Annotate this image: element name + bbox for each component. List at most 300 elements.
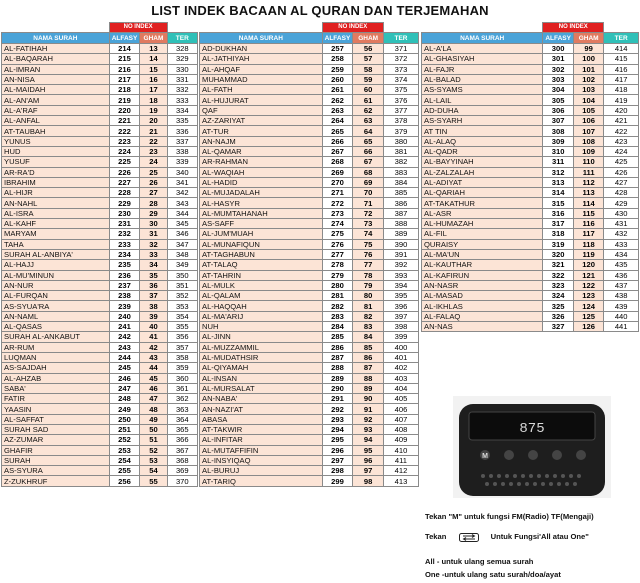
cell-gham: 123 — [573, 291, 603, 301]
table-row — [200, 270, 419, 280]
table-row — [2, 352, 198, 362]
table-row — [2, 44, 198, 54]
cell-gham: 119 — [573, 249, 603, 259]
table-row — [422, 260, 639, 270]
cell-name: AL-AHQAF — [200, 64, 323, 74]
surah-table-2 — [199, 22, 419, 487]
cell-ter: 440 — [604, 311, 639, 321]
cell-name: AL-HUMAZAH — [422, 219, 543, 229]
cell-ter: 329 — [167, 54, 197, 64]
table-row — [2, 445, 198, 455]
cell-gham: 44 — [140, 363, 167, 373]
cell-name: AL-MUTAFFIFIN — [200, 445, 323, 455]
cell-alfasy: 277 — [322, 249, 353, 259]
cell-name: IBRAHIM — [2, 177, 110, 187]
cell-ter: 431 — [604, 219, 639, 229]
cell-ter: 338 — [167, 146, 197, 156]
header-alfasy: ALFASY — [322, 33, 353, 44]
cell-ter: 429 — [604, 198, 639, 208]
cell-ter: 395 — [383, 291, 418, 301]
cell-alfasy: 300 — [543, 44, 574, 54]
cell-alfasy: 309 — [543, 136, 574, 146]
cell-alfasy: 270 — [322, 177, 353, 187]
cell-alfasy: 228 — [109, 188, 140, 198]
cell-ter: 346 — [167, 229, 197, 239]
cell-ter: 344 — [167, 208, 197, 218]
cell-gham: 28 — [140, 198, 167, 208]
cell-ter: 366 — [167, 435, 197, 445]
cell-alfasy: 264 — [322, 116, 353, 126]
table-row — [422, 249, 639, 259]
cell-ter: 373 — [383, 64, 418, 74]
cell-name: AN-NAHL — [2, 198, 110, 208]
cell-ter: 371 — [383, 44, 418, 54]
cell-alfasy: 280 — [322, 280, 353, 290]
cell-alfasy: 313 — [543, 177, 574, 187]
cell-ter: 399 — [383, 332, 418, 342]
cell-name: ABASA — [200, 414, 323, 424]
radio-m-label: M — [482, 453, 488, 460]
cell-gham: 32 — [140, 239, 167, 249]
cell-ter: 438 — [604, 291, 639, 301]
cell-ter: 411 — [383, 455, 418, 465]
cell-gham: 43 — [140, 352, 167, 362]
cell-gham: 40 — [140, 322, 167, 332]
cell-alfasy: 325 — [543, 301, 574, 311]
cell-alfasy: 219 — [109, 95, 140, 105]
cell-name: AR-RA'D — [2, 167, 110, 177]
cell-alfasy: 260 — [322, 74, 353, 84]
cell-alfasy: 279 — [322, 270, 353, 280]
radio-display-text: 875 — [519, 421, 545, 437]
cell-gham: 93 — [353, 424, 384, 434]
cell-name: AL-FATIHAH — [2, 44, 110, 54]
cell-name: TAHA — [2, 239, 110, 249]
cell-ter: 417 — [604, 74, 639, 84]
cell-name: NUH — [200, 322, 323, 332]
cell-alfasy: 262 — [322, 95, 353, 105]
cell-gham: 18 — [140, 95, 167, 105]
cell-ter: 343 — [167, 198, 197, 208]
cell-alfasy: 315 — [543, 198, 574, 208]
cell-gham: 36 — [140, 280, 167, 290]
cell-alfasy: 283 — [322, 311, 353, 321]
cell-ter: 368 — [167, 455, 197, 465]
cell-alfasy: 235 — [109, 260, 140, 270]
table-row — [2, 85, 198, 95]
cell-ter: 334 — [167, 105, 197, 115]
cell-name: LUQMAN — [2, 352, 110, 362]
cell-alfasy: 266 — [322, 136, 353, 146]
cell-name: AL-AN'AM — [2, 95, 110, 105]
cell-name: SURAH AL-ANBIYA' — [2, 249, 110, 259]
cell-gham: 96 — [353, 455, 384, 465]
cell-gham: 117 — [573, 229, 603, 239]
cell-alfasy: 327 — [543, 322, 574, 332]
cell-ter: 433 — [604, 239, 639, 249]
cell-gham: 38 — [140, 301, 167, 311]
cell-gham: 106 — [573, 116, 603, 126]
cell-name: QAF — [200, 105, 323, 115]
cell-gham: 65 — [353, 136, 384, 146]
table-row — [200, 394, 419, 404]
cell-gham: 74 — [353, 229, 384, 239]
cell-ter: 426 — [604, 167, 639, 177]
cell-name: AT-TAKATHUR — [422, 198, 543, 208]
cell-name: AN-NABA' — [200, 394, 323, 404]
cell-name: AN-NAML — [2, 311, 110, 321]
cell-alfasy: 299 — [322, 476, 353, 486]
table-row — [422, 157, 639, 167]
cell-name: AS-SYUA'RA — [2, 301, 110, 311]
cell-name: AL-JINN — [200, 332, 323, 342]
cell-ter: 396 — [383, 301, 418, 311]
cell-ter: 336 — [167, 126, 197, 136]
cell-ter: 349 — [167, 260, 197, 270]
cell-gham: 17 — [140, 85, 167, 95]
cell-name: AT-TAGHABUN — [200, 249, 323, 259]
table-row — [200, 219, 419, 229]
cell-alfasy: 295 — [322, 435, 353, 445]
cell-gham: 26 — [140, 177, 167, 187]
cell-alfasy: 258 — [322, 54, 353, 64]
table-row — [200, 466, 419, 476]
cell-gham: 82 — [353, 311, 384, 321]
cell-alfasy: 276 — [322, 239, 353, 249]
cell-ter: 332 — [167, 85, 197, 95]
cell-ter: 351 — [167, 280, 197, 290]
table-row — [422, 311, 639, 321]
table-row — [200, 44, 419, 54]
cell-ter: 380 — [383, 136, 418, 146]
cell-gham: 120 — [573, 260, 603, 270]
table-row — [2, 219, 198, 229]
cell-gham: 14 — [140, 54, 167, 64]
cell-name: AR-RUM — [2, 342, 110, 352]
cell-gham: 31 — [140, 229, 167, 239]
cell-name: AL-MA'UN — [422, 249, 543, 259]
table-row — [2, 332, 198, 342]
cell-alfasy: 293 — [322, 414, 353, 424]
cell-alfasy: 294 — [322, 424, 353, 434]
cell-name: AL-MAIDAH — [2, 85, 110, 95]
cell-name: AN-NAZI'AT — [200, 404, 323, 414]
cell-alfasy: 216 — [109, 64, 140, 74]
table-row — [422, 95, 639, 105]
cell-gham: 71 — [353, 198, 384, 208]
cell-gham: 29 — [140, 208, 167, 218]
header-gham: GHAM — [353, 33, 384, 44]
cell-gham: 30 — [140, 219, 167, 229]
cell-alfasy: 317 — [543, 219, 574, 229]
cell-alfasy: 292 — [322, 404, 353, 414]
cell-gham: 61 — [353, 95, 384, 105]
cell-alfasy: 230 — [109, 208, 140, 218]
cell-ter: 333 — [167, 95, 197, 105]
cell-alfasy: 251 — [109, 424, 140, 434]
cell-name: AL-JATHIYAH — [200, 54, 323, 64]
header-gham: GHAM — [573, 33, 603, 44]
table-row — [2, 260, 198, 270]
table-row — [200, 229, 419, 239]
table-row — [2, 188, 198, 198]
no-index-label: NO INDEX — [109, 23, 167, 33]
table-row — [422, 177, 639, 187]
note-line-2-suffix: Untuk Fungsi'All atau One" — [490, 532, 589, 541]
cell-name: AT-TAKWIR — [200, 424, 323, 434]
cell-alfasy: 319 — [543, 239, 574, 249]
cell-alfasy: 306 — [543, 105, 574, 115]
cell-name: AL-QASAS — [2, 322, 110, 332]
cell-gham: 60 — [353, 85, 384, 95]
cell-gham: 19 — [140, 105, 167, 115]
table-row — [2, 146, 198, 156]
table-row — [200, 126, 419, 136]
cell-ter: 418 — [604, 85, 639, 95]
cell-alfasy: 289 — [322, 373, 353, 383]
cell-ter: 415 — [604, 54, 639, 64]
no-index-label: NO INDEX — [322, 23, 383, 33]
cell-name: AT-TAHRIN — [200, 270, 323, 280]
cell-ter: 423 — [604, 136, 639, 146]
table-row — [2, 301, 198, 311]
cell-alfasy: 274 — [322, 219, 353, 229]
table-row — [200, 260, 419, 270]
cell-name: AL-ZALZALAH — [422, 167, 543, 177]
table-row — [2, 424, 198, 434]
cell-gham: 50 — [140, 424, 167, 434]
table-row — [2, 311, 198, 321]
cell-ter: 410 — [383, 445, 418, 455]
cell-gham: 79 — [353, 280, 384, 290]
cell-gham: 67 — [353, 157, 384, 167]
header-row — [2, 33, 198, 44]
header-surah: NAMA SURAH — [2, 33, 110, 44]
cell-name: AT-TUR — [200, 126, 323, 136]
table-row — [200, 424, 419, 434]
cell-ter: 402 — [383, 363, 418, 373]
cell-name: AN-NUR — [2, 280, 110, 290]
cell-ter: 341 — [167, 177, 197, 187]
cell-gham: 57 — [353, 54, 384, 64]
cell-alfasy: 253 — [109, 445, 140, 455]
table-row — [200, 383, 419, 393]
table-row — [200, 105, 419, 115]
table-row — [422, 167, 639, 177]
cell-gham: 72 — [353, 208, 384, 218]
cell-ter: 406 — [383, 404, 418, 414]
cell-name: AL-GHASIYAH — [422, 54, 543, 64]
cell-gham: 125 — [573, 311, 603, 321]
cell-alfasy: 284 — [322, 322, 353, 332]
table-row — [200, 373, 419, 383]
cell-gham: 75 — [353, 239, 384, 249]
cell-name: AL-KAFIRUN — [422, 270, 543, 280]
cell-alfasy: 214 — [109, 44, 140, 54]
cell-ter: 347 — [167, 239, 197, 249]
note-line-1: Tekan "M" untuk fungsi FM(Radio) TF(Mengaji) — [425, 512, 594, 521]
cell-name: AL-BALAD — [422, 74, 543, 84]
cell-gham: 15 — [140, 64, 167, 74]
cell-ter: 370 — [167, 476, 197, 486]
cell-alfasy: 240 — [109, 311, 140, 321]
cell-alfasy: 308 — [543, 126, 574, 136]
cell-alfasy: 221 — [109, 116, 140, 126]
cell-gham: 70 — [353, 188, 384, 198]
cell-gham: 100 — [573, 54, 603, 64]
cell-gham: 66 — [353, 146, 384, 156]
cell-ter: 391 — [383, 249, 418, 259]
cell-ter: 436 — [604, 270, 639, 280]
cell-gham: 78 — [353, 270, 384, 280]
cell-alfasy: 255 — [109, 466, 140, 476]
header-alfasy: ALFASY — [109, 33, 140, 44]
table-row — [2, 322, 198, 332]
table-row — [2, 136, 198, 146]
cell-name: Z-ZUKHRUF — [2, 476, 110, 486]
cell-alfasy: 263 — [322, 105, 353, 115]
cell-ter: 340 — [167, 167, 197, 177]
cell-alfasy: 301 — [543, 54, 574, 64]
cell-ter: 330 — [167, 64, 197, 74]
cell-ter: 367 — [167, 445, 197, 455]
cell-gham: 24 — [140, 157, 167, 167]
cell-name: AL-MURSALAT — [200, 383, 323, 393]
cell-ter: 416 — [604, 64, 639, 74]
cell-name: AL-JUM'MUAH — [200, 229, 323, 239]
cell-name: FATIR — [2, 394, 110, 404]
cell-name: AL-IKHLAS — [422, 301, 543, 311]
cell-name: AL-MUJADALAH — [200, 188, 323, 198]
cell-alfasy: 218 — [109, 85, 140, 95]
cell-name: AL-BURUJ — [200, 466, 323, 476]
cell-gham: 91 — [353, 404, 384, 414]
cell-alfasy: 267 — [322, 146, 353, 156]
cell-gham: 53 — [140, 455, 167, 465]
table-row — [2, 404, 198, 414]
cell-gham: 107 — [573, 126, 603, 136]
cell-ter: 361 — [167, 383, 197, 393]
cell-alfasy: 217 — [109, 74, 140, 84]
cell-alfasy: 232 — [109, 229, 140, 239]
table-row — [422, 208, 639, 218]
cell-gham: 121 — [573, 270, 603, 280]
table-row — [422, 116, 639, 126]
cell-ter: 412 — [383, 466, 418, 476]
repeat-icon — [459, 533, 479, 542]
cell-name: AL-ADIYAT — [422, 177, 543, 187]
cell-name: AS-SAJDAH — [2, 363, 110, 373]
cell-alfasy: 226 — [109, 167, 140, 177]
cell-name: AL-MASAD — [422, 291, 543, 301]
cell-gham: 112 — [573, 177, 603, 187]
cell-alfasy: 282 — [322, 301, 353, 311]
cell-gham: 81 — [353, 301, 384, 311]
table-row — [200, 311, 419, 321]
cell-gham: 94 — [353, 435, 384, 445]
table-row — [422, 85, 639, 95]
cell-alfasy: 239 — [109, 301, 140, 311]
header-ter: TER — [167, 33, 197, 44]
table-row — [2, 95, 198, 105]
cell-alfasy: 288 — [322, 363, 353, 373]
cell-ter: 339 — [167, 157, 197, 167]
cell-alfasy: 302 — [543, 64, 574, 74]
cell-gham: 105 — [573, 105, 603, 115]
cell-gham: 101 — [573, 64, 603, 74]
table-row — [2, 414, 198, 424]
cell-name: AL-KAHF — [2, 219, 110, 229]
cell-alfasy: 310 — [543, 146, 574, 156]
cell-alfasy: 305 — [543, 95, 574, 105]
cell-gham: 35 — [140, 270, 167, 280]
cell-name: AR-RAHMAN — [200, 157, 323, 167]
cell-gham: 20 — [140, 116, 167, 126]
cell-gham: 42 — [140, 342, 167, 352]
cell-alfasy: 261 — [322, 85, 353, 95]
table-row — [2, 126, 198, 136]
cell-name: AL-INSYIQAQ — [200, 455, 323, 465]
cell-ter: 432 — [604, 229, 639, 239]
cell-gham: 23 — [140, 146, 167, 156]
table-row — [422, 219, 639, 229]
cell-name: AL-MUDATHSIR — [200, 352, 323, 362]
cell-alfasy: 238 — [109, 291, 140, 301]
table-row — [200, 476, 419, 486]
cell-alfasy: 227 — [109, 177, 140, 187]
cell-ter: 355 — [167, 322, 197, 332]
cell-gham: 114 — [573, 198, 603, 208]
cell-gham: 13 — [140, 44, 167, 54]
cell-name: AL-KAUTHAR — [422, 260, 543, 270]
cell-gham: 97 — [353, 466, 384, 476]
table-row — [200, 74, 419, 84]
cell-gham: 34 — [140, 260, 167, 270]
cell-alfasy: 324 — [543, 291, 574, 301]
cell-alfasy: 250 — [109, 414, 140, 424]
cell-ter: 337 — [167, 136, 197, 146]
cell-gham: 84 — [353, 332, 384, 342]
note-line-2-prefix: Tekan — [425, 532, 447, 541]
cell-ter: 359 — [167, 363, 197, 373]
cell-name: AT TIN — [422, 126, 543, 136]
cell-gham: 90 — [353, 394, 384, 404]
table-row — [200, 54, 419, 64]
cell-alfasy: 225 — [109, 157, 140, 167]
cell-name: YAASIN — [2, 404, 110, 414]
cell-gham: 52 — [140, 445, 167, 455]
cell-ter: 369 — [167, 466, 197, 476]
table-row — [200, 291, 419, 301]
cell-alfasy: 311 — [543, 157, 574, 167]
table-row — [422, 105, 639, 115]
header-surah: NAMA SURAH — [200, 33, 323, 44]
cell-gham: 45 — [140, 373, 167, 383]
cell-gham: 110 — [573, 157, 603, 167]
cell-ter: 352 — [167, 291, 197, 301]
cell-name: AT-TARIQ — [200, 476, 323, 486]
table-row — [422, 291, 639, 301]
table-row — [422, 322, 639, 332]
no-index-row — [422, 23, 639, 33]
cell-name: AL-BAQARAH — [2, 54, 110, 64]
cell-name: AN-NASR — [422, 280, 543, 290]
table-row — [200, 414, 419, 424]
cell-alfasy: 314 — [543, 188, 574, 198]
cell-alfasy: 257 — [322, 44, 353, 54]
table-row — [2, 177, 198, 187]
cell-alfasy: 243 — [109, 342, 140, 352]
